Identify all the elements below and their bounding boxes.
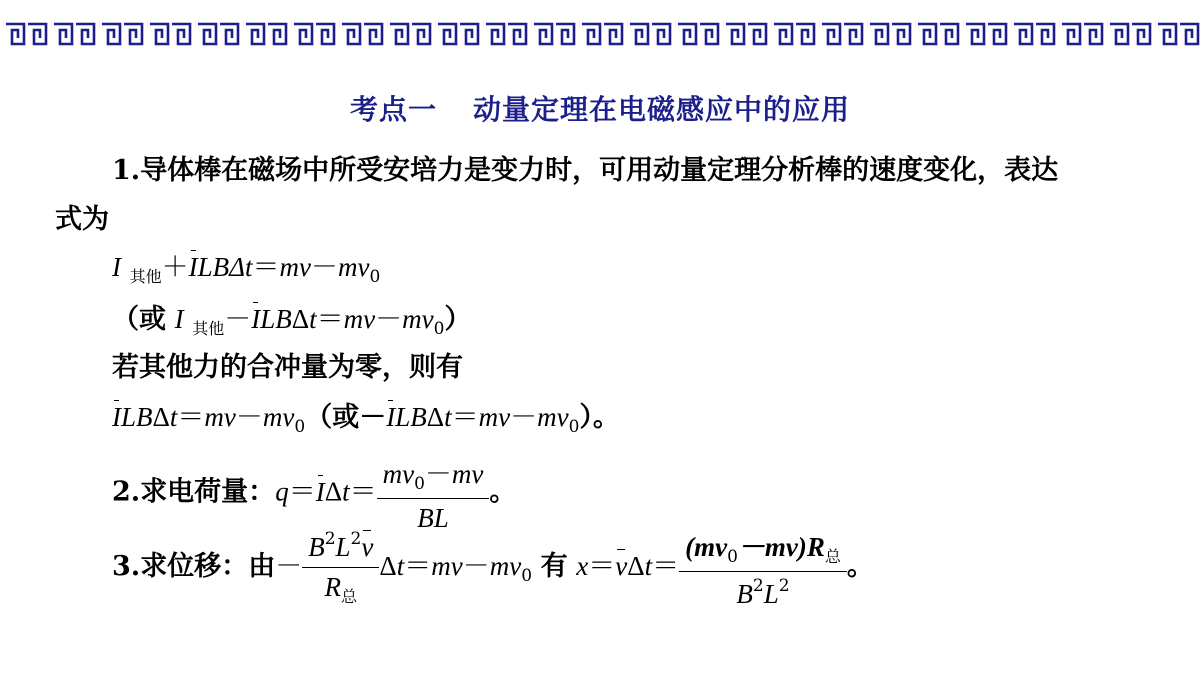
greek-key-unit xyxy=(486,24,526,44)
greek-key-border xyxy=(0,20,1200,48)
eq3-or: （或－ xyxy=(305,402,387,433)
frac-num-mv0: mv xyxy=(382,459,415,489)
lb-delta: LBΔ xyxy=(197,252,245,282)
greek-key-unit xyxy=(822,24,862,44)
item3-neg: － xyxy=(275,551,303,581)
greek-key-unit xyxy=(678,24,718,44)
item3-you: 由 xyxy=(248,551,276,582)
greek-key-unit xyxy=(918,24,958,44)
paragraph-2: 若其他力的合冲量为零，则有 xyxy=(112,352,463,383)
mv-term: mv xyxy=(279,252,311,282)
displacement-fraction-2: $\frac{(mv_0-mv)R_总}{B^2L^2}$ xyxy=(679,525,847,610)
greek-key-unit xyxy=(6,24,46,44)
item-2: 2.求电荷量：q＝IΔt＝ $\frac{mv_0-mv}{BL}$ 。 xyxy=(112,452,516,534)
greek-key-unit xyxy=(102,24,142,44)
b-var: B xyxy=(308,531,325,562)
q-var: q xyxy=(275,476,289,507)
greek-key-unit xyxy=(294,24,334,44)
greek-key-unit xyxy=(198,24,238,44)
t-var: t xyxy=(244,252,253,282)
frac-num-mv: mv xyxy=(451,459,484,489)
frac-den: BL xyxy=(377,498,490,534)
greek-key-unit xyxy=(342,24,382,44)
l-var: L xyxy=(335,531,351,562)
num-open: (mv xyxy=(685,532,728,562)
eq2-subscript-other: 其他 xyxy=(192,319,225,338)
eq2-close: ） xyxy=(444,304,472,335)
greek-key-unit xyxy=(870,24,910,44)
r-var: R xyxy=(324,571,342,602)
equation-3: $ILB\Delta t=mv-mv_0$（或$-ILB\Delta t=mv-mv_0$）。 xyxy=(112,402,620,437)
item2-end: 。 xyxy=(489,476,517,508)
subscript-total: 总 xyxy=(341,586,358,606)
eq2-open: （或 xyxy=(112,304,166,335)
equals-sign: ＝ xyxy=(252,252,280,282)
equation-2: （或 I $_{其他}-ILB\Delta t=mv-mv_0$） xyxy=(112,304,472,339)
charge-fraction: $\frac{mv_0-mv}{BL}$ xyxy=(377,452,490,534)
paragraph-1-line-2: 式为 xyxy=(55,204,109,235)
item3-end: 。 xyxy=(846,551,874,582)
greek-key-unit xyxy=(1158,24,1198,44)
greek-key-unit xyxy=(1062,24,1102,44)
greek-key-unit xyxy=(54,24,94,44)
subscript-other: 其他 xyxy=(129,267,162,286)
greek-key-unit xyxy=(150,24,190,44)
subscript-zero: 0 xyxy=(369,267,381,287)
greek-key-unit xyxy=(582,24,622,44)
v-bar: v xyxy=(361,531,374,562)
greek-key-unit xyxy=(246,24,286,44)
sup-two: 2 xyxy=(324,528,336,549)
equation-1: I $_{其他}+ILB\Delta t=mv-mv_0$ xyxy=(112,252,381,287)
plus-sign: ＋ xyxy=(161,252,189,282)
minus-sign: － xyxy=(310,252,338,282)
item2-text: 求电荷量： xyxy=(140,476,276,508)
item3-you2: 有 xyxy=(540,551,568,582)
greek-key-unit xyxy=(774,24,814,44)
item-3: 3.求位移：由－ $\frac{B^2L^2v}{R_总}$ $\Delta t=mv-mv_0$ 有 x＝vΔt＝ $\frac{(mv_0-mv)R_总}{B^2L^2}$ 。 xyxy=(112,525,874,610)
greek-key-unit xyxy=(534,24,574,44)
x-var: x xyxy=(576,551,589,581)
title-part2: 动量定理在电磁感应中的应用 xyxy=(473,93,851,126)
title-part1: 考点一 xyxy=(349,93,437,126)
mv0-term: mv xyxy=(337,252,370,282)
section-title xyxy=(0,88,1200,128)
greek-key-unit xyxy=(966,24,1006,44)
greek-key-unit xyxy=(390,24,430,44)
greek-key-unit xyxy=(438,24,478,44)
greek-key-unit xyxy=(1110,24,1150,44)
greek-key-unit xyxy=(630,24,670,44)
item2-label: 2. xyxy=(112,476,141,508)
num-mid: －mv)R xyxy=(737,532,825,562)
item3-text: 求位移： xyxy=(140,551,249,582)
greek-key-unit xyxy=(726,24,766,44)
paragraph-1-line-1: 1.导体棒在磁场中所受安培力是变力时，可用动量定理分析棒的速度变化，表达 xyxy=(112,155,1059,186)
item3-label: 3. xyxy=(112,551,141,582)
eq3-close: ）。 xyxy=(579,402,620,433)
eq2-minus: － xyxy=(224,304,252,334)
greek-key-unit xyxy=(1014,24,1054,44)
displacement-fraction-1: $\frac{B^2L^2v}{R_总}$ xyxy=(302,529,379,607)
